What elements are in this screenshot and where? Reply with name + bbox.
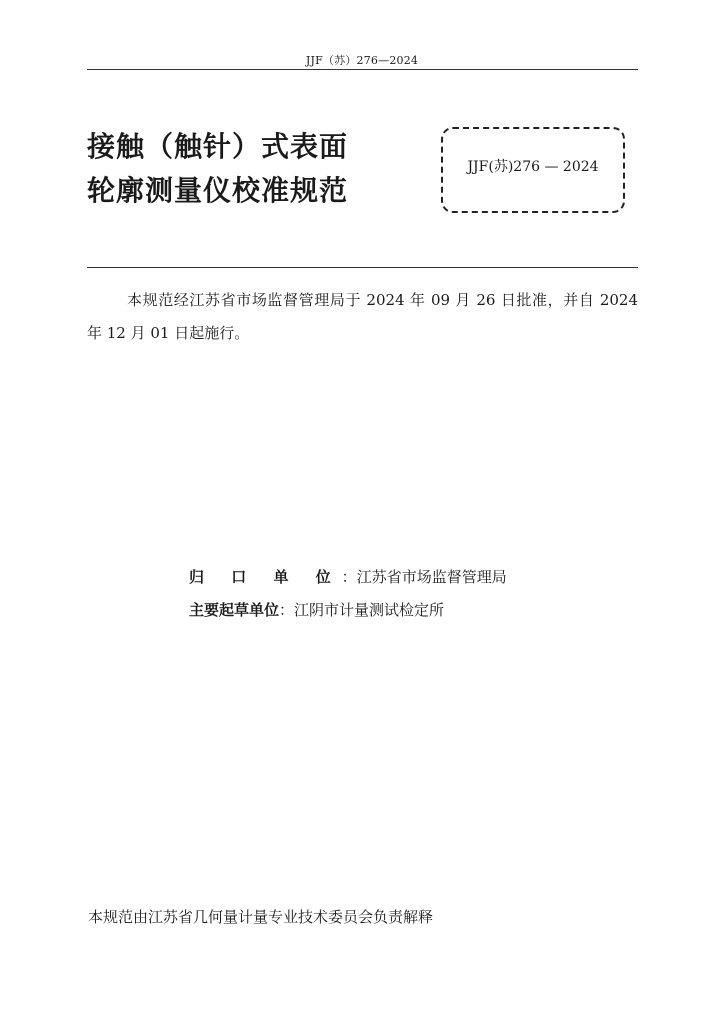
- responsible-unit-row: [189, 561, 507, 594]
- standard-code: JJF(苏)276 — 2024: [467, 159, 599, 175]
- responsible-unit-value: 江苏省市场监督管理局: [356, 568, 507, 586]
- separator: ：: [279, 601, 295, 619]
- responsible-unit-label: 归 口 单 位: [189, 568, 342, 586]
- title-line-1: 接触（触针）式表面: [87, 130, 349, 163]
- header-rule: [87, 69, 638, 70]
- separator: ：: [341, 568, 357, 586]
- responsible-units: [189, 561, 507, 627]
- running-header: JJF（苏）276—2024: [305, 54, 419, 67]
- drafting-unit-row: [189, 594, 507, 627]
- approval-statement: 本规范经江苏省市场监督管理局于 2024 年 09 月 26 日批准，并自 2024 年 12 月 01 日起施行。: [87, 291, 638, 342]
- drafting-unit-label: 主要起草单位: [189, 601, 280, 619]
- interpretation-note: 本规范由江苏省几何量计量专业技术委员会负责解释: [88, 908, 434, 926]
- title-rule: [87, 267, 638, 268]
- title-line-2: 轮廓测量仪校准规范: [87, 174, 349, 207]
- document-title: [87, 125, 348, 213]
- drafting-unit-value: 江阴市计量测试检定所: [294, 601, 445, 619]
- standard-code-box: [441, 127, 625, 213]
